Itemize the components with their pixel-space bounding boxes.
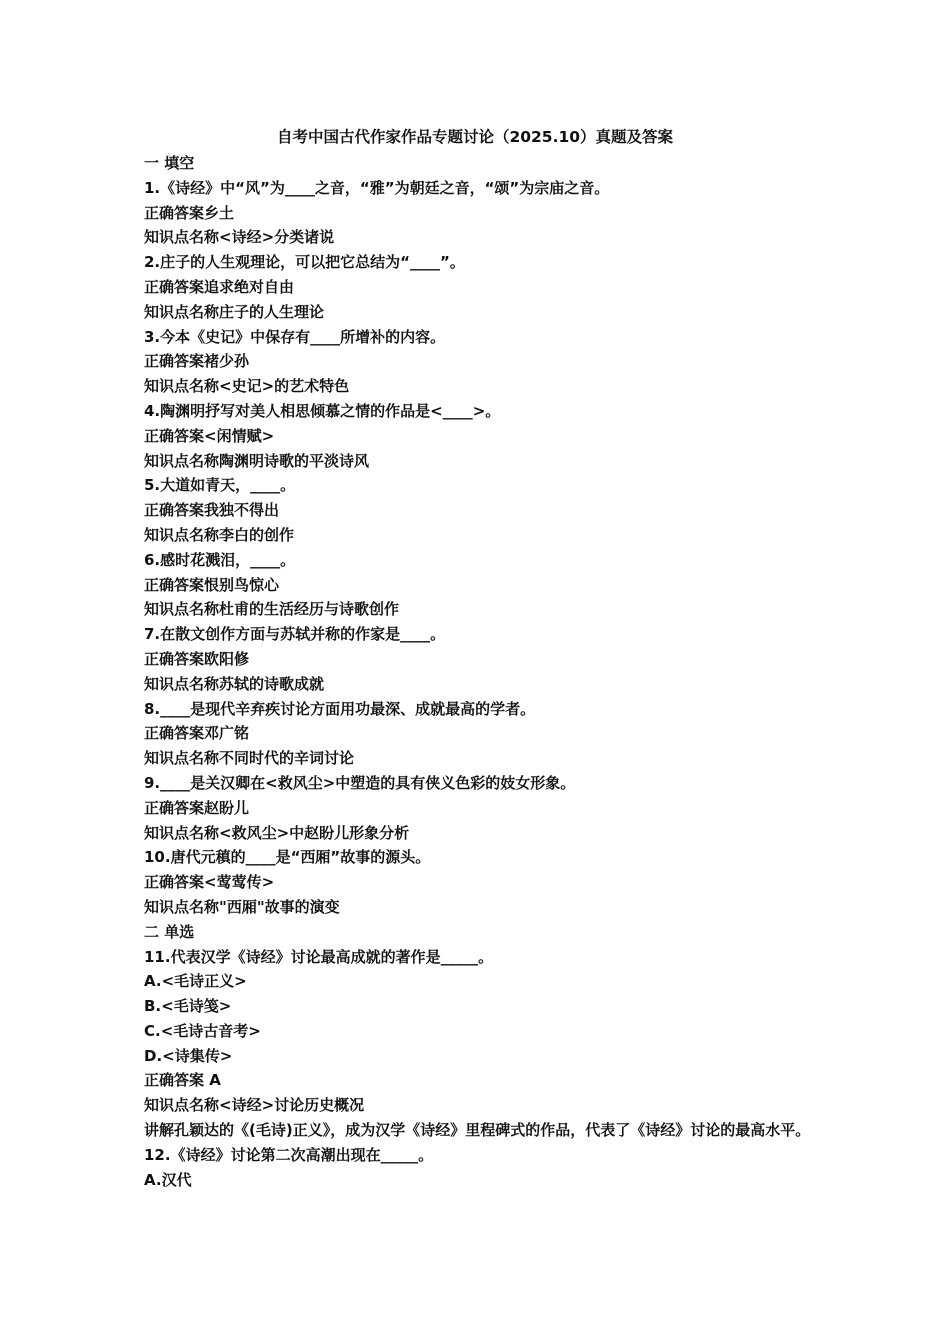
- question-line: 7.在散文创作方面与苏轼并称的作家是____。: [144, 625, 446, 644]
- answer-line: 正确答案赵盼儿: [144, 798, 250, 817]
- knowledge-point-line: 知识点名称<诗经>分类诸说: [144, 228, 335, 247]
- knowledge-point-line: 知识点名称不同时代的辛词讨论: [144, 749, 355, 768]
- knowledge-point-line: 知识点名称<史记>的艺术特色: [144, 377, 350, 396]
- knowledge-point-line: 知识点名称李白的创作: [144, 525, 295, 544]
- answer-line: 正确答案邓广铭: [144, 724, 250, 743]
- knowledge-point-line: 知识点名称<救风尘>中赵盼儿形象分析: [144, 823, 410, 842]
- document-body: [144, 151, 824, 1192]
- option-line: D.<诗集传>: [144, 1046, 233, 1065]
- document-title: 自考中国古代作家作品专题讨论（2025.10）真题及答案: [276, 128, 674, 146]
- option-line: A.汉代: [144, 1170, 192, 1189]
- option-line: C.<毛诗古音考>: [144, 1021, 261, 1040]
- question-line: 5.大道如青天，____。: [144, 476, 296, 495]
- question-line: 1.《诗经》中“风”为____之音，“雅”为朝廷之音，“颂”为宗庙之音。: [144, 178, 610, 197]
- knowledge-point-line: 知识点名称"西厢"故事的演变: [144, 897, 340, 916]
- answer-line: 正确答案乡土: [144, 203, 235, 222]
- option-line: B.<毛诗笺>: [144, 997, 232, 1016]
- answer-line: 正确答案恨别鸟惊心: [144, 575, 280, 594]
- question-line: 2.庄子的人生观理论，可以把它总结为“____”。: [144, 253, 465, 272]
- knowledge-point-line: 知识点名称陶渊明诗歌的平淡诗风: [144, 451, 370, 470]
- question-line: 4.陶渊明抒写对美人相思倾慕之情的作品是<____>。: [144, 401, 501, 420]
- question-line: 11.代表汉学《诗经》讨论最高成就的著作是_____。: [144, 947, 494, 966]
- answer-line: 正确答案褚少孙: [144, 352, 250, 371]
- knowledge-point-line: 知识点名称苏轼的诗歌成就: [144, 674, 325, 693]
- question-line: 10.唐代元稹的____是“西厢”故事的源头。: [144, 848, 431, 867]
- question-line: 8.____是现代辛弃疾讨论方面用功最深、成就最高的学者。: [144, 699, 536, 718]
- answer-line: 正确答案<闲情赋>: [144, 426, 275, 445]
- answer-line: 正确答案 A: [144, 1071, 221, 1090]
- explanation-line: 讲解孔颖达的《(毛诗)正义》，成为汉学《诗经》里程碑式的作品，代表了《诗经》讨论的最高水平。: [144, 1121, 811, 1140]
- question-line: 12.《诗经》讨论第二次高潮出现在_____。: [144, 1145, 434, 1164]
- section-heading: 一 填空: [144, 154, 195, 172]
- answer-line: 正确答案我独不得出: [144, 501, 280, 520]
- section-heading: 二 单选: [144, 922, 195, 941]
- answer-line: 正确答案追求绝对自由: [144, 277, 295, 296]
- question-line: 6.感时花溅泪，____。: [144, 550, 296, 569]
- knowledge-point-line: 知识点名称杜甫的生活经历与诗歌创作: [144, 600, 400, 619]
- knowledge-point-line: 知识点名称庄子的人生理论: [144, 302, 325, 321]
- answer-line: 正确答案欧阳修: [144, 649, 250, 668]
- knowledge-point-line: 知识点名称<诗经>讨论历史概况: [144, 1096, 365, 1115]
- question-line: 3.今本《史记》中保存有____所增补的内容。: [144, 327, 446, 346]
- option-line: A.<毛诗正义>: [144, 972, 247, 991]
- question-line: 9.____是关汉卿在<救风尘>中塑造的具有侠义色彩的妓女形象。: [144, 773, 576, 792]
- answer-line: 正确答案<莺莺传>: [144, 873, 275, 892]
